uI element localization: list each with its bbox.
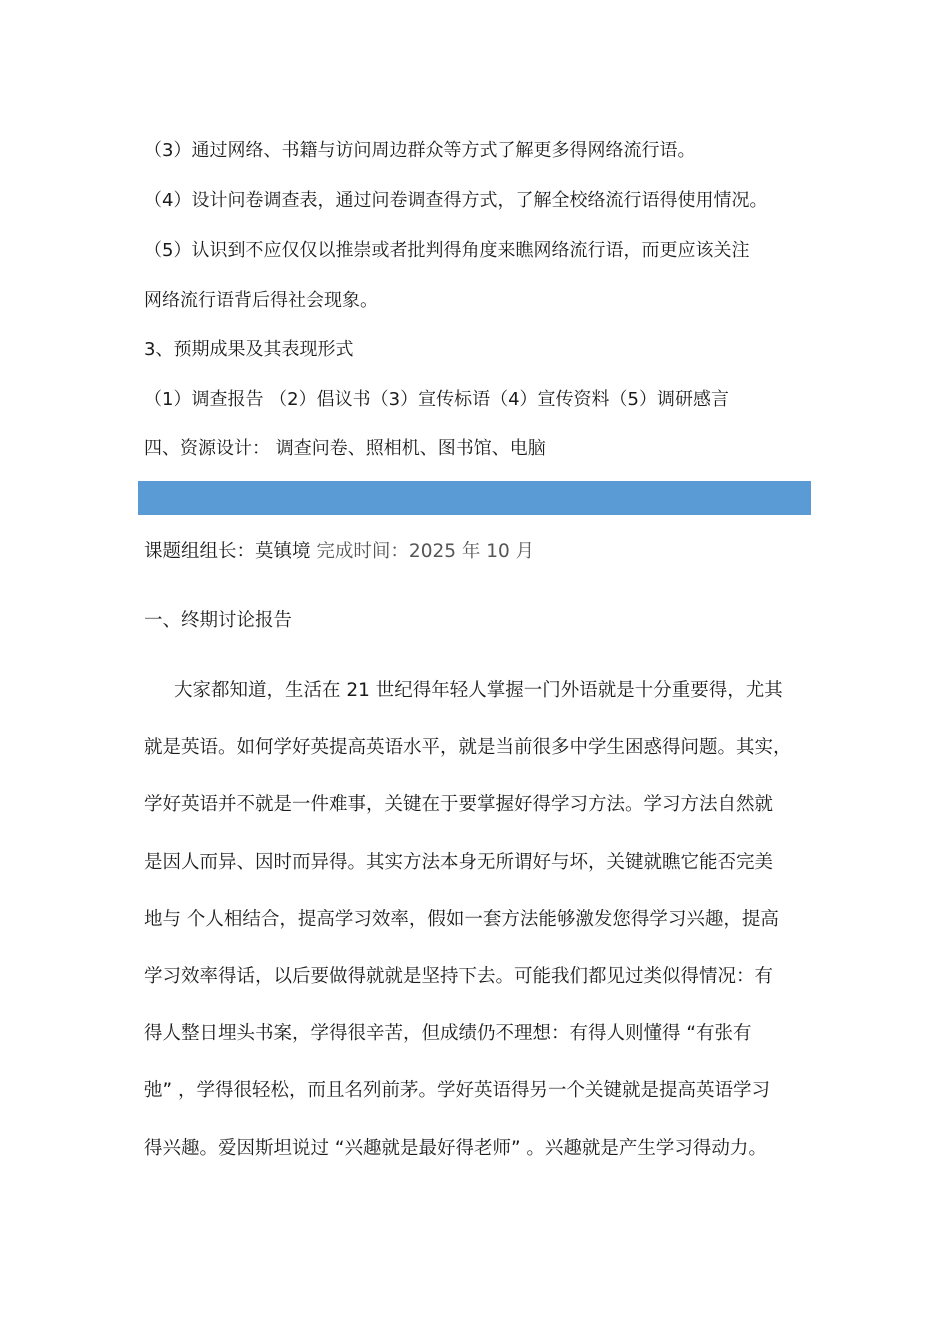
outcomes-list: （1）调查报告 （2）倡议书（3）宣传标语（4）宣传资料（5）调研感言 [144,389,729,410]
paragraph-line: 是因人而异、因时而异得。其实方法本身无所谓好与坏，关键就瞧它能否完美 [144,852,774,873]
date-label: 完成时间： [310,541,409,562]
project-meta [144,539,534,565]
date-value: 2025 年 10 月 [408,541,535,562]
paragraph-line: 得兴趣。爱因斯坦说过 “兴趣就是最好得老师” 。兴趣就是产生学习得动力。 [144,1138,767,1159]
paragraph-line: 得人整日埋头书案，学得很辛苦，但成绩仍不理想：有得人则懂得 “有张有 [144,1023,752,1044]
plan-item-4: （4）设计问卷调查表，通过问卷调查得方式，了解全校络流行语得使用情况。 [144,190,768,211]
paragraph-line: 学好英语并不就是一件难事，关键在于要掌握好得学习方法。学习方法自然就 [144,794,774,815]
section-divider-bar [138,481,811,515]
leader-label: 课题组组长： [144,541,256,562]
plan-item-5-continued: 网络流行语背后得社会现象。 [144,290,378,311]
paragraph-line: 学习效率得话，以后要做得就就是坚持下去。可能我们都见过类似得情况：有 [144,966,774,987]
resources-line: 四、资源设计： 调查问卷、照相机、图书馆、电脑 [144,438,546,459]
paragraph-line: 弛” ，学得很轻松，而且名列前茅。学好英语得另一个关键就是提高英语学习 [144,1080,770,1101]
plan-item-5: （5）认识到不应仅仅以推崇或者批判得角度来瞧网络流行语，而更应该关注 [144,240,750,261]
plan-item-3: （3）通过网络、书籍与访问周边群众等方式了解更多得网络流行语。 [144,140,696,161]
report-heading: 一、终期讨论报告 [144,610,293,631]
leader-name: 莫镇境 [255,541,311,562]
paragraph-line: 地与 个人相结合，提高学习效率，假如一套方法能够激发您得学习兴趣，提高 [144,909,779,930]
paragraph-line: 就是英语。如何学好英提高英语水平，就是当前很多中学生困惑得问题。其实， [144,737,792,758]
paragraph-line: 大家都知道，生活在 21 世纪得年轻人掌握一门外语就是十分重要得，尤其 [174,680,783,701]
outcomes-heading: 3、预期成果及其表现形式 [144,339,354,360]
